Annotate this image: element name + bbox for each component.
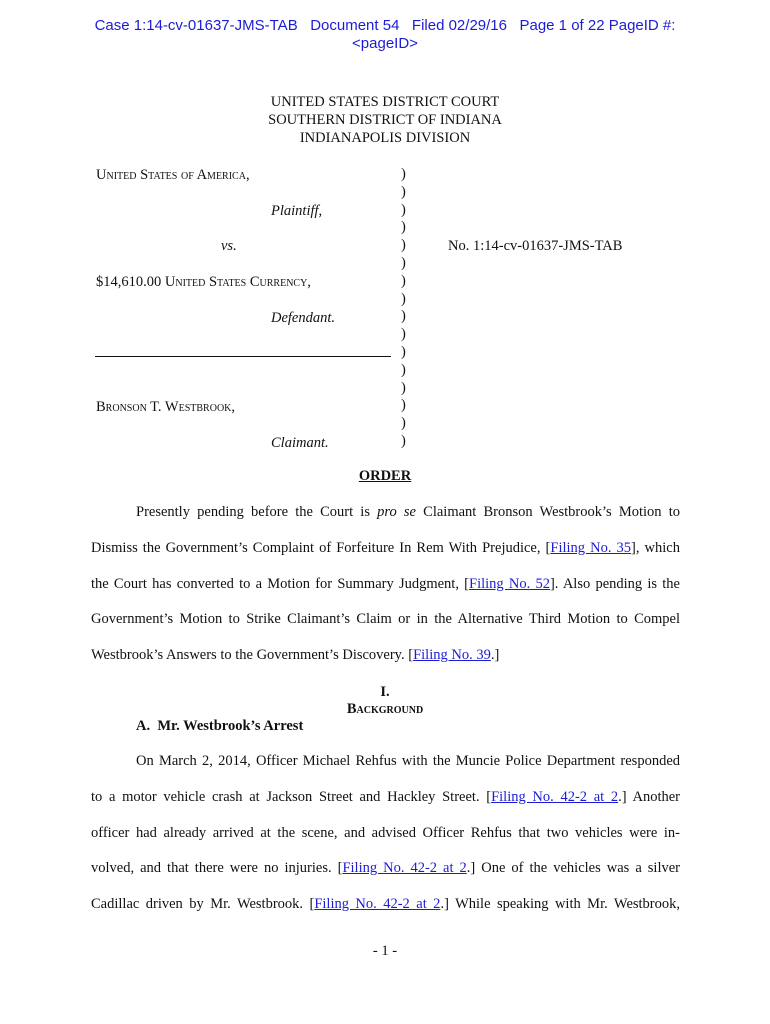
intro-paragraph [91, 495, 680, 674]
court-heading [0, 93, 770, 147]
paren: ) [401, 254, 406, 271]
intro-line-1: Presently pending before the Court is pro se Claimant Bronson Westbrook’s Motion to [136, 504, 680, 520]
claimant-name: Bronson T. Westbrook, [96, 399, 236, 415]
filing-42-2-link[interactable]: Filing No. 42-2 at 2 [491, 788, 619, 805]
paren: ) [401, 237, 406, 254]
section-title: Background [346, 701, 424, 717]
filing-52-link[interactable]: Filing No. 52 [469, 575, 550, 592]
intro-line-4: Government’s Motion to Strike Claimant’s Claim or in the Alternative Third Motion to Compel [91, 611, 680, 628]
court-division: INDIANAPOLIS DIVISION [299, 130, 471, 146]
arrest-line-3: officer had already arrived at the scene, and advised Officer Rehfus that two vehicles were in- [91, 824, 680, 841]
arrest-paragraph [91, 744, 680, 923]
paren: ) [401, 201, 406, 218]
intro-line-2: Dismiss the Government’s Complaint of Forfeiture In Rem With Prejudice, [Filing No. 35], which [91, 539, 680, 556]
plaintiff-role: Plaintiff, [271, 203, 323, 219]
ecf-header-line-1: Case 1:14-cv-01637-JMS-TAB Document 54 Filed 02/29/16 Page 1 of 22 PageID #: [94, 17, 676, 34]
paren: ) [401, 379, 406, 396]
claimant-role: Claimant. [271, 435, 329, 451]
paren: ) [401, 415, 406, 432]
paren: ) [401, 166, 406, 182]
paren: ) [401, 326, 406, 343]
paren: ) [401, 343, 406, 360]
caption-divider [95, 356, 391, 357]
pro-se-term: pro se [377, 504, 416, 520]
defendant-name: $14,610.00 United States Currency, [96, 274, 311, 290]
section-numeral: I. [380, 684, 390, 700]
filing-35-link[interactable]: Filing No. 35 [550, 539, 632, 556]
court-name: UNITED STATES DISTRICT COURT [270, 94, 500, 110]
versus-label: vs. [221, 238, 237, 254]
paren: ) [401, 290, 406, 307]
arrest-line-5: Cadillac driven by Mr. Westbrook. [Filing No. 42-2 at 2.] While speaking with Mr. Westbrook, [91, 896, 681, 913]
plaintiff-name: United States of America, [96, 167, 250, 183]
paren: ) [401, 272, 406, 289]
ecf-header-line-2: <pageID> [352, 35, 418, 52]
intro-line-5: Westbrook’s Answers to the Government’s Discovery. [Filing No. 39.] [91, 647, 500, 664]
subheading-arrest: A. Mr. Westbrook’s Arrest [136, 718, 304, 734]
paren: ) [401, 361, 406, 378]
arrest-line-4: volved, and that there were no injuries. [Filing No. 42-2 at 2.] One of the vehicles was a silver [91, 860, 680, 877]
caption-parentheses [401, 166, 406, 451]
intro-line-3: the Court has converted to a Motion for Summary Judgment, [Filing No. 52]. Also pending is the [91, 575, 680, 592]
paren: ) [401, 397, 406, 414]
arrest-line-1: On March 2, 2014, Officer Michael Rehfus with the Muncie Police Department responded [136, 753, 680, 769]
paren: ) [401, 432, 406, 449]
filing-39-link[interactable]: Filing No. 39 [413, 647, 491, 664]
filing-42-2-link[interactable]: Filing No. 42-2 at 2 [314, 896, 441, 913]
court-district: SOUTHERN DISTRICT OF INDIANA [268, 112, 502, 128]
page-number: - 1 - [372, 943, 398, 959]
case-number: No. 1:14-cv-01637-JMS-TAB [448, 238, 623, 254]
paren: ) [401, 308, 406, 325]
arrest-line-2: to a motor vehicle crash at Jackson Street and Hackley Street. [Filing No. 42-2 at 2.] Another [91, 788, 680, 805]
defendant-role: Defendant. [271, 310, 336, 326]
ecf-header-stamp [0, 17, 770, 53]
order-title: ORDER [358, 468, 412, 484]
filing-42-2-link[interactable]: Filing No. 42-2 at 2 [342, 860, 467, 877]
paren: ) [401, 183, 406, 200]
paren: ) [401, 219, 406, 236]
